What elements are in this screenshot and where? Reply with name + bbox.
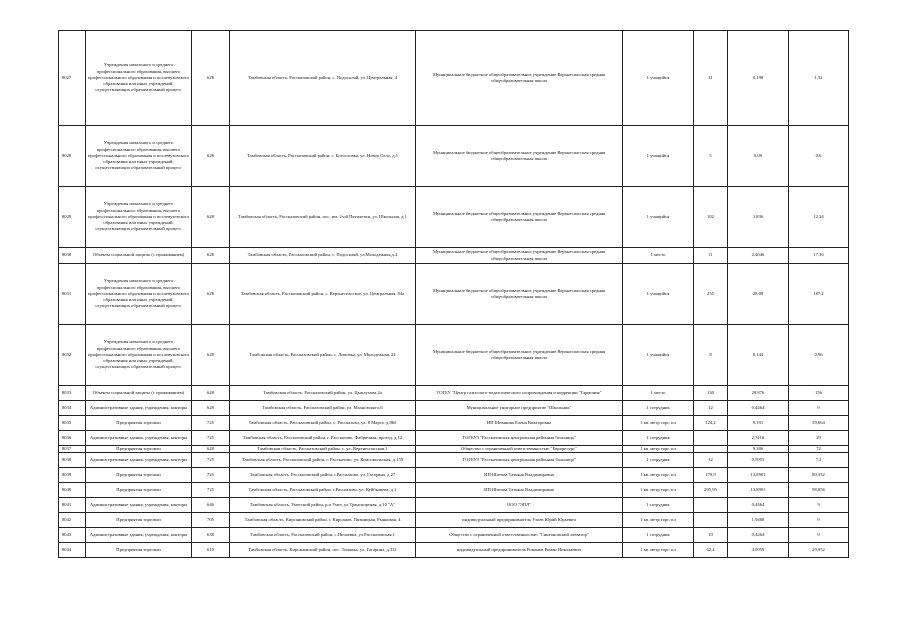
organization-name: ИП Шевякова Елена Викторовна <box>416 416 623 431</box>
annual-total-value: 0,96 <box>789 325 849 386</box>
object-type: Объекты социальной защиты (с проживанием) <box>86 386 192 401</box>
object-type: Предприятия торговли <box>86 416 192 431</box>
object-address: Тамбовская область, Рассказовский район, с. ул. Верхнеспасская,1 <box>230 446 416 453</box>
annual-total-value: 17,16 <box>789 248 849 264</box>
object-type: Предприятия торговли <box>86 513 192 528</box>
organization-name: Муниципальное бюджетное общеобразовательное учреждение Верхнеспасская средняя общеобразовательная школа <box>416 126 623 187</box>
annual-norm-value: 9,306 <box>728 446 789 453</box>
annual-total-value: 29 <box>789 431 849 446</box>
table-row <box>59 446 849 453</box>
region-code: 628 <box>192 446 230 453</box>
region-code: 610 <box>192 543 230 558</box>
table-row <box>59 264 849 325</box>
organization-name: ТОГБУЗ "Рассказовская центральная районная больница" <box>416 453 623 468</box>
annual-norm-value: 1,836 <box>728 187 789 248</box>
organization-name: Муниципальное бюджетное общеобразовательное учреждение Верхнеспасская средняя общеобразовательная школа <box>416 31 623 126</box>
table-row <box>59 453 849 468</box>
object-type: Учреждения начального и среднего профессионального образования, высшего профессионального образования и послевузовского образования или иных учреждений, осуществляющих образовательный процесс <box>86 187 192 248</box>
object-address: Тамбовская область, Кирсановский район, пос. Тоновка, ул. Гагарина, д.311 <box>230 543 416 558</box>
unit-quantity <box>694 446 728 453</box>
region-code: 628 <box>192 325 230 386</box>
object-address: Тамбовская область, Рассказовский район, с. Верхнеспасское, ул. Центральная, 84а <box>230 264 416 325</box>
organization-name: ИП Шитова Татьяна Владимировна <box>416 468 623 483</box>
table-row <box>59 528 849 543</box>
object-address: Тамбовская область, Рассказовский район, ул. Цыплухова,2а <box>230 386 416 401</box>
object-type: Учреждения начального и среднего профессионального образования, высшего профессионального образования и послевузовского образования или иных учреждений, осуществляющих образовательный процесс <box>86 31 192 126</box>
region-code: 725 <box>192 416 230 431</box>
calculation-unit: 1 учащийся <box>623 325 694 386</box>
organization-name: Муниципальное бюджетное общеобразовательное учреждение Верхнеспасская средняя общеобразовательная школа <box>416 187 623 248</box>
unit-quantity <box>694 431 728 446</box>
unit-quantity: 205,95 <box>694 483 728 498</box>
region-code: 628 <box>192 386 230 401</box>
object-type: Административные здания, учреждения, конторы <box>86 528 192 543</box>
calculation-unit: 1 сотрудник <box>623 431 694 446</box>
annual-total-value: 72 <box>789 446 849 453</box>
annual-norm-value: 0,5955 <box>728 453 789 468</box>
unit-quantity: 12 <box>694 453 728 468</box>
annual-norm-value: 0,09 <box>728 126 789 187</box>
row-number: 8036 <box>59 431 86 446</box>
annual-total-value: 59,664 <box>789 416 849 431</box>
object-address: Тамбовская область, Рассказовский район, с.Пичаевка, ул.Рассказовская,1 <box>230 528 416 543</box>
unit-quantity: 11 <box>694 248 728 264</box>
row-number: 8043 <box>59 528 86 543</box>
object-type: Предприятия торговли <box>86 543 192 558</box>
calculation-unit: 1 кв. метр торг. пл <box>623 543 694 558</box>
annual-norm-value: 28,876 <box>728 386 789 401</box>
calculation-unit: 1 кв. метр торг. пл <box>623 483 694 498</box>
calculation-unit: 1 учащийся <box>623 126 694 187</box>
row-number: 8040 <box>59 483 86 498</box>
organization-name: Общество с ограниченной ответственностью "Синтоновский элеватор" <box>416 528 623 543</box>
annual-total-value: 0,6 <box>789 126 849 187</box>
calculation-unit: 1 кв. метр торг. пл <box>623 468 694 483</box>
table-row <box>59 513 849 528</box>
row-number: 8033 <box>59 386 86 401</box>
table-row <box>59 543 849 558</box>
region-code: 725 <box>192 431 230 446</box>
object-type: Административные здания, учреждения, конторы <box>86 401 192 416</box>
region-code: 725 <box>192 453 230 468</box>
calculation-unit: 1 кв. метр торг. пл <box>623 446 694 453</box>
annual-total-value: 12,24 <box>789 187 849 248</box>
unit-quantity: 102 <box>694 187 728 248</box>
calculation-unit: 1 кв. метр торг. пл <box>623 416 694 431</box>
row-number: 8031 <box>59 264 86 325</box>
unit-quantity: 124,2 <box>694 416 728 431</box>
annual-norm-value: 0,4464 <box>728 401 789 416</box>
organization-name: индивидуальный предприниматель Узоев Юрий Юрьевич <box>416 513 623 528</box>
annual-norm-value: 0,4464 <box>728 498 789 513</box>
object-type: Предприятия торговли <box>86 483 192 498</box>
annual-norm-value: 4,0959 <box>728 543 789 558</box>
row-number: 8027 <box>59 31 86 126</box>
table-row <box>59 498 849 513</box>
annual-norm-value: 0,144 <box>728 325 789 386</box>
row-number: 8041 <box>59 498 86 513</box>
row-number: 8035 <box>59 416 86 431</box>
organization-name: Муниципальное бюджетное общеобразовательное учреждение Верхнеспасская средняя общеобразовательная школа <box>416 248 623 264</box>
organization-name: Общество с ограниченной ответственностью "Евроресурс" <box>416 446 623 453</box>
organization-name: Муниципальное унитарное предприятие "Школьник" <box>416 401 623 416</box>
region-code: 628 <box>192 401 230 416</box>
object-address: Тамбовская область, Рассказовский район, с. Рассказово, ул. 8 Марта, д.86б <box>230 416 416 431</box>
object-type: Учреждения начального и среднего профессионального образования, высшего профессионального образования и послевузовского образования или иных учреждений, осуществляющих образовательный процесс <box>86 264 192 325</box>
annual-norm-value: 2,4046 <box>728 248 789 264</box>
object-address: Тамбовская область, Рассказовский район, с. Подоскляй, ул. Центральная, 4 <box>230 31 416 126</box>
unit-quantity <box>694 498 728 513</box>
object-address: Тамбовская область, Уметский район, р.п Умет, ул Транспортная, д.10 "А" <box>230 498 416 513</box>
object-type: Объекты социальной защиты (с проживанием) <box>86 248 192 264</box>
annual-total-value: 9 <box>789 498 849 513</box>
annual-norm-value: 0,198 <box>728 31 789 126</box>
organization-name: ТОГБУ "Центр психолого-педагогического сопровождения и коррекции "Гармония" <box>416 386 623 401</box>
waste-norm-table <box>58 30 849 558</box>
table-row <box>59 416 849 431</box>
annual-norm-value: 1,9468 <box>728 513 789 528</box>
organization-name: ТОГБУЗ "Рассказовская центральная районная больница" <box>416 431 623 446</box>
calculation-unit: 1 кв. метр торг. пл <box>623 513 694 528</box>
object-address: Тамбовская область, Кирсановский район, г. Кирсанов, Пятницкая, Рынковая, 4 <box>230 513 416 528</box>
unit-quantity: 255 <box>694 264 728 325</box>
unit-quantity <box>694 513 728 528</box>
object-address: Тамбовская область, Рассказовский район, г. Рассказово, Фабричная, проезд, д.12 <box>230 431 416 446</box>
table-row <box>59 126 849 187</box>
table-row <box>59 468 849 483</box>
table-row <box>59 483 849 498</box>
object-type: Административные здания, учреждения, конторы <box>86 431 192 446</box>
table-row <box>59 386 849 401</box>
organization-name: ООО "ЭПЛ" <box>416 498 623 513</box>
row-number: 8028 <box>59 126 86 187</box>
object-address: Тамбовская область, Рассказовский район, с. Подоскляй, ул.Молодежная,д.4 <box>230 248 416 264</box>
annual-total-value: 98,856 <box>789 483 849 498</box>
object-type: Административные здания, учреждения, конторы <box>86 453 192 468</box>
calculation-unit: 1 учащийся <box>623 187 694 248</box>
annual-total-value: 80,352 <box>789 468 849 483</box>
region-code: 628 <box>192 31 230 126</box>
annual-norm-value: 28,08 <box>728 264 789 325</box>
annual-total-value: 9 <box>789 528 849 543</box>
annual-norm-value: 13,8901 <box>728 468 789 483</box>
object-address: Тамбовская область, Рассказовский район, г.Рассказово, ул. Гагарина, д.27 <box>230 468 416 483</box>
region-code: 628 <box>192 126 230 187</box>
object-type: Учреждения начального и среднего профессионального образования, высшего профессионального образования и послевузовского образования или иных учреждений, осуществляющих образовательный процесс <box>86 325 192 386</box>
object-address: Тамбовская область, Рассказовский район, г. Рассказово, ул. Комсомольская, д.159 <box>230 453 416 468</box>
organization-name: индивидуальный предприниматель Романов Роман Николаевич <box>416 543 623 558</box>
annual-total-value: 9 <box>789 513 849 528</box>
region-code: 638 <box>192 528 230 543</box>
row-number: 8032 <box>59 325 86 386</box>
object-address: Тамбовская область, Рассказовский район, с. Липовка, ул. Молодежная, 24 <box>230 325 416 386</box>
object-type: Предприятия торговли <box>86 446 192 453</box>
unit-quantity: 130 <box>694 386 728 401</box>
region-code: 725 <box>192 483 230 498</box>
region-code: 628 <box>192 187 230 248</box>
table-row <box>59 401 849 416</box>
calculation-unit: 1 сотрудник <box>623 401 694 416</box>
region-code: 628 <box>192 264 230 325</box>
annual-total-value: 7,2 <box>789 453 849 468</box>
row-number: 8039 <box>59 468 86 483</box>
row-number: 8034 <box>59 401 86 416</box>
table-row <box>59 431 849 446</box>
object-address: Тамбовская область, Рассказовский район, ул. Махновского,6 <box>230 401 416 416</box>
unit-quantity: 12 <box>694 401 728 416</box>
row-number: 8038 <box>59 453 86 468</box>
annual-total-value: 1,32 <box>789 31 849 126</box>
object-address: Тамбовская область, Рассказовский район, пос. им. 2-ой Пятилетки, ул. Школьная, д.1 <box>230 187 416 248</box>
annual-total-value: 29,952 <box>789 543 849 558</box>
object-type: Административные здания, учреждения, конторы <box>86 498 192 513</box>
region-code: 705 <box>192 513 230 528</box>
calculation-unit: 1 место <box>623 386 694 401</box>
row-number: 8042 <box>59 513 86 528</box>
object-address: Тамбовская область, Рассказовский район, г.Рассказово, ул. Куйбышева, д.1 <box>230 483 416 498</box>
calculation-unit: 1 учащийся <box>623 31 694 126</box>
object-type: Учреждения начального и среднего профессионального образования, высшего профессионального образования и послевузовского образования или иных учреждений, осуществляющих образовательный процесс <box>86 126 192 187</box>
object-address: Тамбовская область, Рассказовский район, с. Богословка, ул. Новое Село, д.1 <box>230 126 416 187</box>
region-code: 628 <box>192 248 230 264</box>
row-number: 8037 <box>59 446 86 453</box>
calculation-unit: 1 сотрудник <box>623 498 694 513</box>
unit-quantity: 8 <box>694 325 728 386</box>
annual-norm-value: 0,4464 <box>728 528 789 543</box>
object-type: Предприятия торговли <box>86 468 192 483</box>
annual-total-value: 187,2 <box>789 264 849 325</box>
region-code: 725 <box>192 468 230 483</box>
unit-quantity: 10 <box>694 528 728 543</box>
row-number: 8029 <box>59 187 86 248</box>
calculation-unit: 1 сотрудник <box>623 453 694 468</box>
table-body <box>59 31 849 558</box>
unit-quantity: 11 <box>694 31 728 126</box>
annual-total-value: 9 <box>789 401 849 416</box>
row-number: 8030 <box>59 248 86 264</box>
unit-quantity: 62,4 <box>694 543 728 558</box>
table-row <box>59 248 849 264</box>
calculation-unit: 1 учащийся <box>623 264 694 325</box>
calculation-unit: 1 сотрудник <box>623 528 694 543</box>
annual-norm-value: 9,191 <box>728 416 789 431</box>
region-code: 646 <box>192 498 230 513</box>
unit-quantity: 179,9 <box>694 468 728 483</box>
row-number: 8044 <box>59 543 86 558</box>
organization-name: ИП Шитова Татьяна Владимировна <box>416 483 623 498</box>
annual-norm-value: 13,8901 <box>728 483 789 498</box>
organization-name: Муниципальное бюджетное общеобразовательное учреждение Верхнеспасская средняя общеобразовательная школа <box>416 325 623 386</box>
table-row <box>59 187 849 248</box>
table-row <box>59 325 849 386</box>
unit-quantity: 5 <box>694 126 728 187</box>
calculation-unit: 1 место <box>623 248 694 264</box>
annual-norm-value: 2,3116 <box>728 431 789 446</box>
organization-name: Муниципальное бюджетное общеобразовательное учреждение Верхнеспасская средняя общеобразовательная школа <box>416 264 623 325</box>
annual-total-value: 156 <box>789 386 849 401</box>
table-row <box>59 31 849 126</box>
